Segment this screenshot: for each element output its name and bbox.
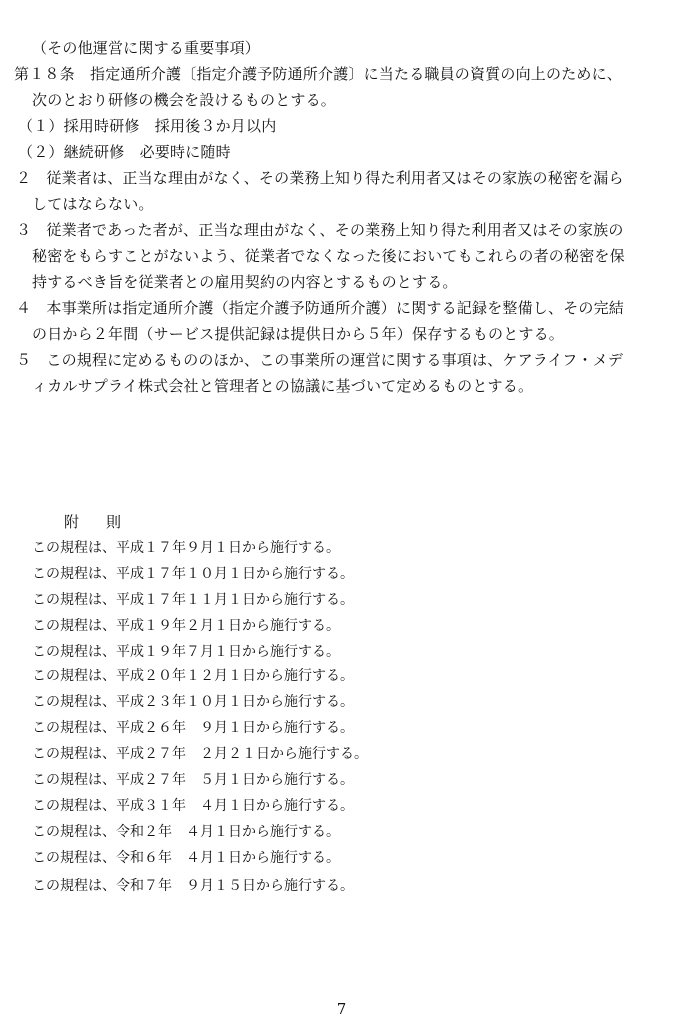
clause-4-line-1: ４ 本事業所は指定通所介護（指定介護予防通所介護）に関する記録を整備し、その完結 xyxy=(16,299,625,317)
supplementary-entry: この規程は、平成１９年２月１日から施行する。 xyxy=(32,618,340,634)
training-item-1: （１）採用時研修 採用後３か月以内 xyxy=(18,117,277,135)
supplementary-entry: この規程は、平成２０年１２月１日から施行する。 xyxy=(32,668,354,684)
supplementary-entry: この規程は、平成１７年９月１日から施行する。 xyxy=(32,540,340,556)
clause-2-line-2: してはならない。 xyxy=(32,195,154,213)
clause-3-line-1: ３ 従業者であった者が、正当な理由がなく、その業務上知り得た利用者又はその家族の xyxy=(16,221,624,239)
supplementary-entry: この規程は、令和２年 ４月１日から施行する。 xyxy=(32,824,340,840)
supplementary-entry: この規程は、平成３１年 ４月１日から施行する。 xyxy=(32,798,354,814)
clause-5-line-1: ５ この規程に定めるもののほか、この事業所の運営に関する事項は、ケアライフ・メデ xyxy=(16,351,624,369)
clause-3-line-3: 持するべき旨を従業者との雇用契約の内容とするものとする。 xyxy=(32,273,458,291)
article-18-line-2: 次のとおり研修の機会を設けるものとする。 xyxy=(32,91,337,109)
supplementary-entry: この規程は、平成１７年１０月１日から施行する。 xyxy=(32,566,354,582)
section-heading: （その他運営に関する重要事項） xyxy=(32,39,261,57)
article-18-line-1: 第１８条 指定通所介護〔指定介護予防通所介護〕に当たる職員の資質の向上のために、 xyxy=(14,65,623,83)
clause-3-line-2: 秘密をもらすことがないよう、従業者でなくなった後においてもこれらの者の秘密を保 xyxy=(32,247,625,265)
supplementary-entry: この規程は、令和７年 ９月１５日から施行する。 xyxy=(32,878,354,894)
page-number: 7 xyxy=(336,1000,347,1018)
clause-2-line-1: ２ 従業者は、正当な理由がなく、その業務上知り得た利用者又はその家族の秘密を漏ら xyxy=(16,169,624,187)
supplementary-title: 附 則 xyxy=(64,513,128,531)
clause-4-line-2: の日から２年間（サービス提供記録は提供日から５年）保存するものとする。 xyxy=(32,325,565,343)
training-item-2: （２）継続研修 必要時に随時 xyxy=(18,143,231,161)
clause-5-line-2: ィカルサプライ株式会社と管理者との協議に基づいて定めるものとする。 xyxy=(32,377,534,395)
supplementary-entry: この規程は、平成２３年１０月１日から施行する。 xyxy=(32,694,354,710)
supplementary-entry: この規程は、平成２６年 ９月１日から施行する。 xyxy=(32,720,354,736)
supplementary-entry: この規程は、平成２７年 ５月１日から施行する。 xyxy=(32,772,354,788)
supplementary-entry: この規程は、令和６年 ４月１日から施行する。 xyxy=(32,850,340,866)
supplementary-entry: この規程は、平成１７年１１月１日から施行する。 xyxy=(32,592,354,608)
supplementary-entry: この規程は、平成２７年 ２月２１日から施行する。 xyxy=(32,746,368,762)
supplementary-entry: この規程は、平成１９年７月１日から施行する。 xyxy=(32,644,340,660)
